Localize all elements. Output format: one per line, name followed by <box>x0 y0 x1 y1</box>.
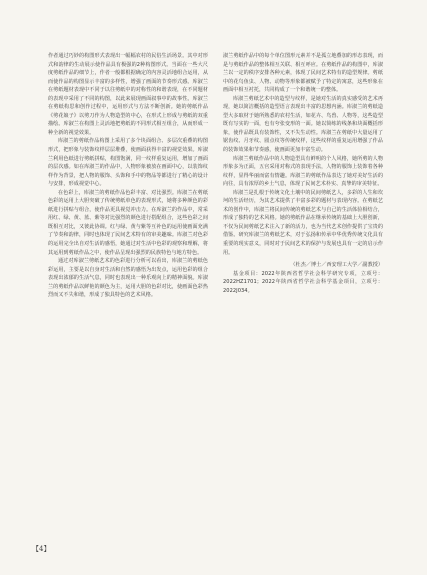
paragraph: 库淑兰是扎根于传统文化土壤中的民间剪纸艺人，多彩的人生和坎坷的生活经历，为其艺术提供了丰富多彩的题材与表现内容。在剪纸艺术的创作中，库淑兰将民间传统的剪纸艺术与自己的生活体验相结合，形成了独特的艺术风格。她的剪纸作品在继承传统的基础上大胆创新，不仅为民间剪纸艺术注入了新的活力，也为当代艺术创作提供了宝贵的借鉴。研究库淑兰的剪纸艺术，对于弘扬和传承中华优秀传统文化具有重要的现实意义，同时对于民间艺术的保护与发展也具有一定的启示作用。 <box>223 189 383 256</box>
page-number: 【4】 <box>32 545 51 553</box>
fund-label: 基金项目： <box>233 270 262 277</box>
left-column <box>48 52 208 300</box>
paragraph: 库淑兰的剪纸作品构图上采用了多个块面组合、多层次重叠的构图形式，把形象与装饰纹样层层堆叠，使画面获得丰富的视觉效果。库淑兰利用色纸进行剪纸拼贴，构图饱满，同一纹样重复运用，增加了画面的层次感。如在库淑兰的作品中，人物形象被放在画面中心，以装饰纹样作为背景，把人物的服饰、头饰和手中的物品等都进行了精心的设计与安排，形成视觉中心。 <box>48 138 208 188</box>
fund-text: 2022年陕西省哲学社会科学研究专项，立项号：2022HZ1701；2022年陕西省哲学社会科学基金项目，立项号：2022J034。 <box>223 270 383 294</box>
author-line: （杜杰／博士／西安理工大学／副教授） <box>290 262 383 269</box>
right-column <box>223 52 383 295</box>
paragraph: 作者通过巧妙的构图形式表现出一幅幅农村的民俗生活场景。其中对形式和韵律的生动展示使作品具有极强的2种构图形式。当面在一些大尺度剪纸作品的细节上，作者一般都根据确定的内容灵活地组合运用，从而使作品的构图显示丰富的多样性，增强了画面的节奏形式感。库淑兰在剪纸题材表现中不同于以往剪纸中的对称性的和谐表现，在不同题材的表现中采用了不同的构图，以此来展现画面叙事中的故事性。库淑兰在剪纸构思和创作过程中，运用形式与方法不断创新。她的剪纸作品《剪花娘子》以剪刀作为人物造型的中心，在形式上形成与剪纸的双重描绘。库淑兰在构图上灵活地把剪纸的不同形式相互组合，从而形成一种全新的视觉效果。 <box>48 53 208 136</box>
paragraph: 淑兰剪纸作品中的每个单位图形元素并不是孤立地叠加的形态表现，而是与剪纸作品的整体相互关联、相互呼应。在剪纸作品的构图中，库淑兰以一定的秩序安排各种元素，体现了民间艺术特有的造型规律。剪纸中的花鸟鱼虫、人物、动物等形象都被赋予了特定的寓意，这些形象在画面中相互衬托，共同构成了一个和谐统一的整体。 <box>223 53 383 94</box>
paragraph: 通过对库淑兰剪纸艺术的色彩进行分析可以看出，库淑兰的剪纸色彩运用，主要是以自身对生活和自然的感悟为出发点，运用色彩的组合表现出浓郁的生活气息，同时也表现出一种乐观向上的精神面貌。库淑兰的剪纸作品以鲜艳的颜色为主，运用大胆的色彩对比，使画面色彩热烈而又不失和谐，形成了独具特色的艺术风格。 <box>48 258 208 299</box>
paragraph: 库淑兰剪纸作品中的人物造型具有鲜明的个人风格，她所剪的人物形象多为正面，五官采用对称式的表现手法，人物的服饰上装饰着各种纹样，显得华丽而富有情趣。库淑兰的剪纸作品表达了她对美好生活的向往，具有浓厚的乡土气息，体现了民间艺术朴实、真挚的审美特征。 <box>223 155 383 188</box>
fund-note <box>223 270 383 296</box>
paragraph: 在色彩上，库淑兰的剪纸作品色彩丰富、对比强烈。库淑兰在剪纸色彩的运用上大胆突破了传统剪纸单色的表现形式，她将多种颜色的彩纸进行拼贴与组合，使作品更具视觉冲击力。在库淑兰的作品中，常采用红、绿、黄、蓝、紫等对比强烈的颜色进行搭配组合，这些色彩之间既相互对比，又彼此协调。红与绿、黄与紫等互补色的运用使画面充满了节奏和韵律，同时也体现了民间艺术特有的审美趣味。库淑兰对色彩的运用完全出自对生活的感悟，她通过对生活中色彩的观察和理解，将其运用到剪纸作品之中，使作品呈现出强烈的民族特色与地方特色。 <box>48 189 208 256</box>
paragraph: 库淑兰剪纸艺术中的造型与纹样，是她对生活的真实感受的艺术再现，她以简洁概括的造型语言表现出丰富的思想内涵。库淑兰的剪纸造型大多取材于她所熟悉的农村生活，如花卉、鸟兽、人物等，这些造型既有写实的一面，也有夸张变形的一面。她以简练的线条和块面概括形象，使作品既具有装饰性，又不失生动性。库淑兰在剪纸中大量运用了锯齿纹、月牙纹、圆点纹等传统纹样，这些纹样的重复运用增强了作品的装饰效果和节奏感，使画面更加丰富生动。 <box>223 95 383 154</box>
